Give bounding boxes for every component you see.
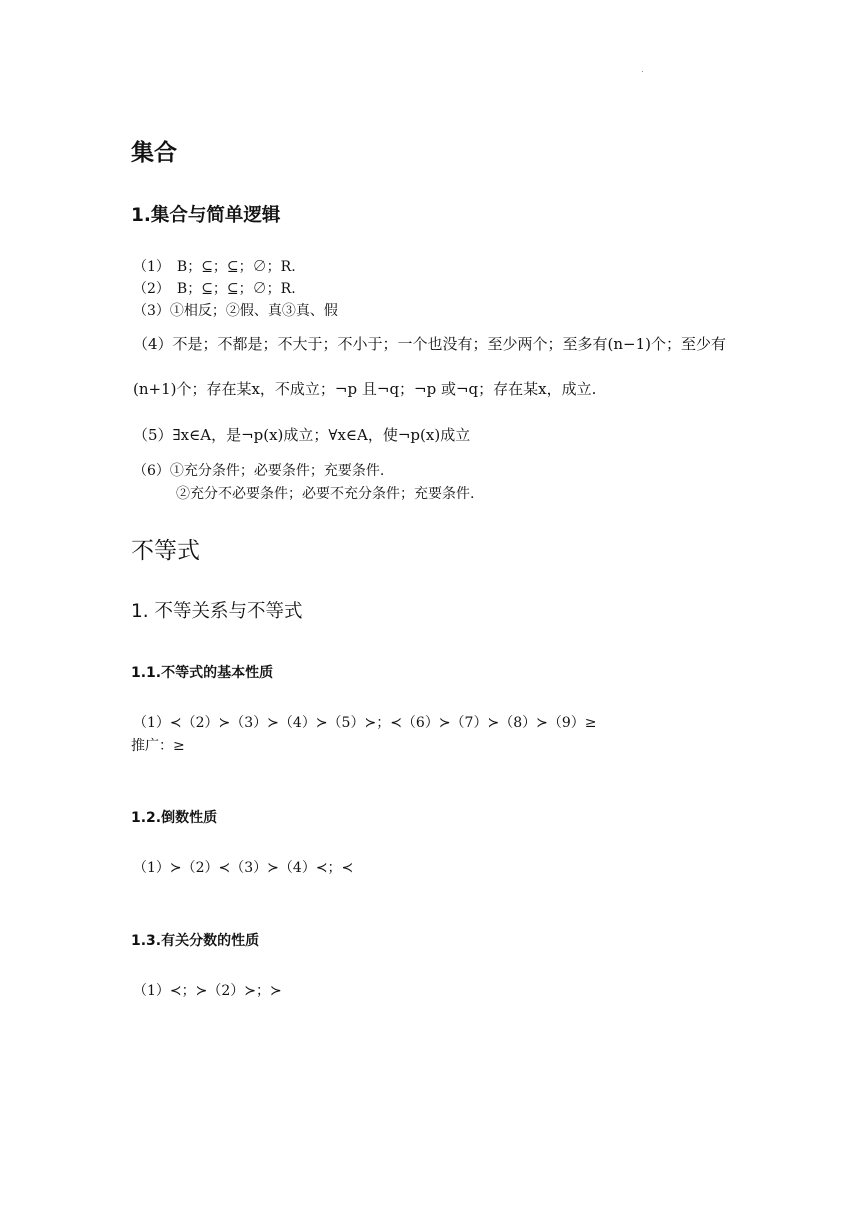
answer-line-1-1-a: （1）≺（2）≻（3）≻（4）≻（5）≻；≺（6）≻（7）≻（8）≻（9）≥ [133, 715, 597, 731]
section-heading-sets: 集合 [131, 140, 177, 166]
section-heading-inequality: 不等式 [131, 538, 200, 564]
answer-line-6a: （6）①充分条件；必要条件；充要条件. [133, 463, 385, 479]
subsection-title-1-2: 1.2.倒数性质 [131, 810, 218, 826]
answer-line-2: （2） B；⊆；⊆；∅；R. [133, 281, 296, 297]
page-mark [642, 71, 643, 72]
subheading-inequality-relations: 1. 不等关系与不等式 [131, 601, 303, 622]
subsection-title-1-1: 1.1.不等式的基本性质 [131, 665, 274, 681]
answer-line-1-2: （1）≻（2）≺（3）≻（4）≺；≺ [133, 860, 354, 876]
answer-line-1-1-b: 推广：≥ [131, 738, 185, 754]
answer-line-1: （1） B；⊆；⊆；∅；R. [133, 259, 296, 275]
answer-line-3: （3）①相反；②假、真③真、假 [133, 303, 338, 319]
answer-line-4a: （4）不是；不都是；不大于；不小于；一个也没有；至少两个；至多有(n−1)个；至少有 [133, 335, 727, 353]
answer-line-6b: ②充分不必要条件；必要不充分条件；充要条件. [176, 486, 475, 502]
answer-line-1-3: （1）≺；≻（2）≻；≻ [133, 983, 282, 999]
subheading-sets-logic: 1.集合与简单逻辑 [131, 205, 281, 226]
answer-line-4b: (n+1)个；存在某x，不成立；¬p 且¬q；¬p 或¬q；存在某x，成立. [133, 380, 597, 398]
subsection-title-1-3: 1.3.有关分数的性质 [131, 933, 260, 949]
answer-line-5: （5）∃x∈A，是¬p(x)成立；∀x∈A，使¬p(x)成立 [133, 426, 471, 444]
